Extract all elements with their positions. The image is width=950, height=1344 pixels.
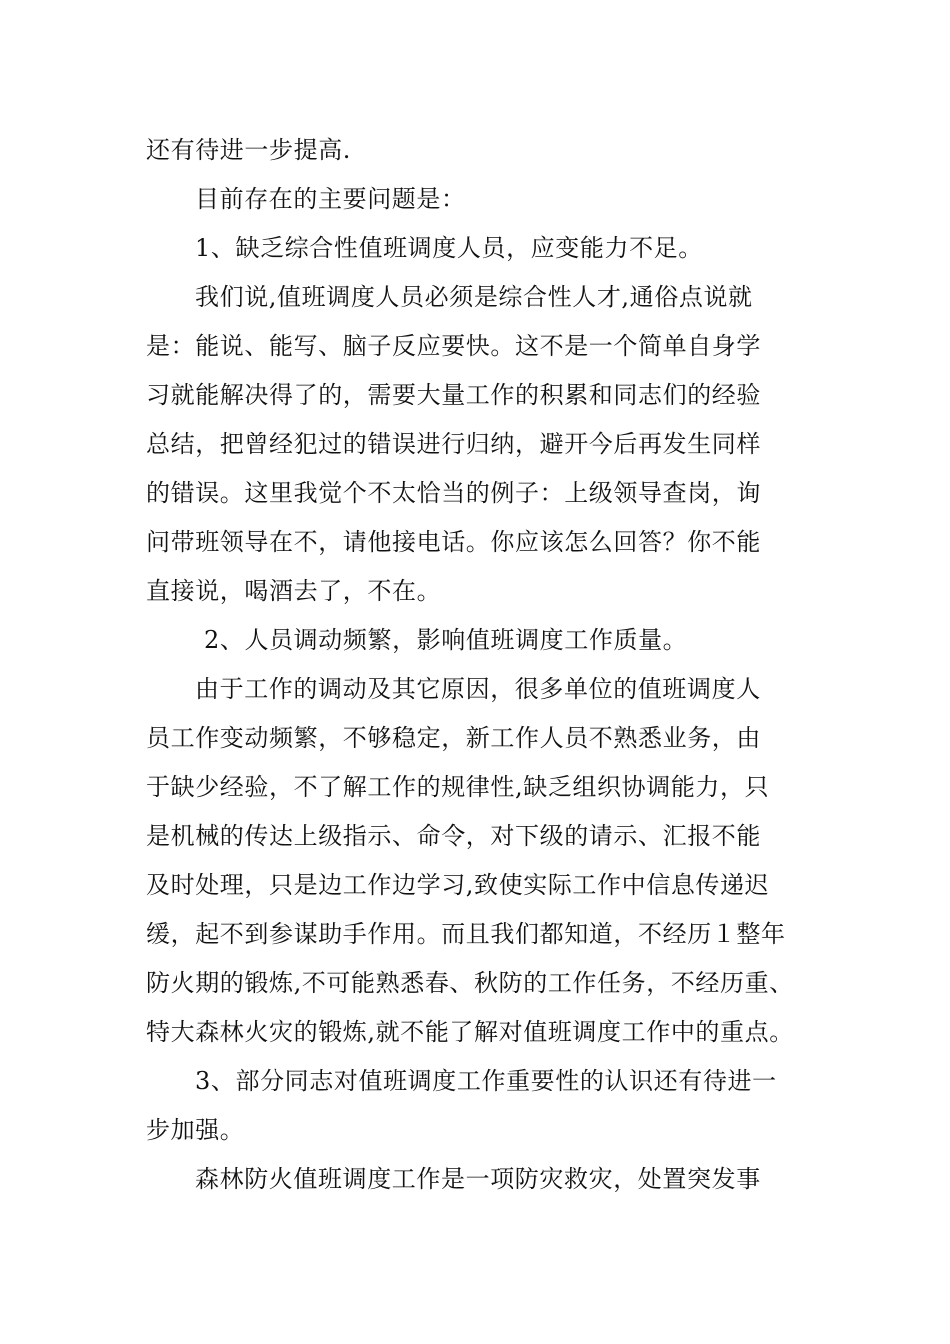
paragraph-continuation-line: 还有待进一步提高. (146, 136, 352, 164)
paragraph-line: 的错误。这里我觉个不太恰当的例子：上级领导查岗，询 (146, 479, 761, 507)
paragraph-line: 我们说,值班调度人员必须是综合性人才,通俗点说就 (195, 283, 753, 311)
problem-heading-2: 2、人员调动频繁，影响值班调度工作质量。 (204, 626, 688, 654)
paragraph-line: 直接说，喝酒去了，不在。 (146, 577, 442, 605)
paragraph-line: 缓，起不到参谋助手作用。而且我们都知道，不经历１整年 (146, 920, 786, 948)
paragraph-line: 是机械的传达上级指示、命令，对下级的请示、汇报不能 (146, 822, 761, 850)
paragraph-line: 防火期的锻炼,不可能熟悉春、秋防的工作任务，不经历重、 (146, 969, 794, 997)
paragraph-line: 于缺少经验，不了解工作的规律性,缺乏组织协调能力，只 (146, 773, 770, 801)
paragraph-line: 及时处理，只是边工作边学习,致使实际工作中信息传递迟 (146, 871, 770, 899)
paragraph-line: 由于工作的调动及其它原因，很多单位的值班调度人 (195, 675, 761, 703)
paragraph-line: 森林防火值班调度工作是一项防灾救灾，处置突发事 (195, 1165, 761, 1193)
problem-intro-line: 目前存在的主要问题是： (195, 185, 466, 213)
paragraph-line: 是：能说、能写、脑子反应要快。这不是一个简单自身学 (146, 332, 761, 360)
problem-heading-3-continuation: 步加强。 (146, 1116, 245, 1144)
paragraph-line: 总结，把曾经犯过的错误进行归纳，避开今后再发生同样 (146, 430, 761, 458)
paragraph-line: 习就能解决得了的，需要大量工作的积累和同志们的经验 (146, 381, 761, 409)
paragraph-line: 特大森林火灾的锻炼,就不能了解对值班调度工作中的重点。 (146, 1018, 794, 1046)
problem-heading-1: 1、缺乏综合性值班调度人员，应变能力不足。 (195, 234, 703, 262)
paragraph-line: 员工作变动频繁，不够稳定，新工作人员不熟悉业务，由 (146, 724, 761, 752)
paragraph-line: 问带班领导在不，请他接电话。你应该怎么回答？你不能 (146, 528, 761, 556)
document-body (146, 126, 806, 1204)
problem-heading-3: 3、部分同志对值班调度工作重要性的认识还有待进一 (195, 1067, 777, 1095)
